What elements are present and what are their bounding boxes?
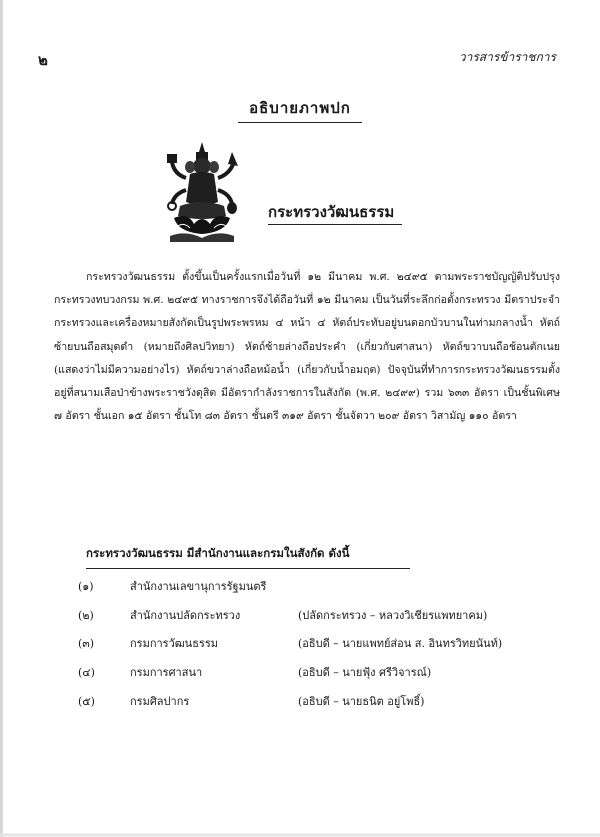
emblem-label: กระทรวงวัฒนธรรม <box>268 203 395 221</box>
department-number: (๑) <box>78 580 94 593</box>
body-paragraph: กระทรวงวัฒนธรรม ตั้งขึ้นเป็นครั้งแรกเมื่อวันที่ ๑๒ มีนาคม พ.ศ. ๒๔๙๕ ตามพระราชบัญญัติปรับปรุงกระทรวงทบวงกรม พ.ศ. ๒๔๙๕ ทางราชการจึงได้ถือวันที่ ๑๒ มีนาคม เป็นวันที่ระลึกก่อตั้งกระทรวง มีตราประจำกระทรวงและเครื่องหมายสังกัดเป็นรูปพระพรหม ๔ หน้า ๔ หัตถ์ประทับอยู่บนดอกบัวบานในท่ามกลางน้ำ หัตถ์ซ้ายบนถือสมุดดำ (หมายถึงศิลปวิทยา) หัตถ์ซ้ายล่างถือประคำ (เกี่ยวกับศาสนา) หัตถ์ขวาบนถือช้อนตักเนย (แสดงว่าไม่มีความอย่างไร) หัตถ์ขวาล่างถือหม้อน้ำ (เกี่ยวกับน้ำอมฤต) ปัจจุบันที่ทำการกระทรวงวัฒนธรรมตั้งอยู่ที่สนามเสือป่าข้างพระราชวังดุสิต มีอัตรากำลังราชการในสังกัด (พ.ศ. ๒๔๙๙) รวม ๖๓๓ อัตรา เป็นชั้นพิเศษ ๗ อัตรา ชั้นเอก ๑๕ อัตรา ชั้นโท ๘๓ อัตรา ชั้นตรี ๓๑๙ อัตรา ชั้นจัตวา ๒๐๙ อัตรา วิสามัญ ๑๑๐ อัตรา <box>54 271 560 423</box>
emblem-label-underline <box>268 224 402 225</box>
section-heading-underline <box>86 568 410 569</box>
department-number: (๓) <box>78 637 95 650</box>
caption-title-underline <box>238 122 362 123</box>
department-name: กรมการวัฒนธรรม <box>130 637 218 650</box>
department-name: กรมการศาสนา <box>130 666 203 679</box>
department-name: สำนักงานปลัดกระทรวง <box>130 609 241 622</box>
department-name: กรมศิลปากร <box>130 695 190 708</box>
page-number: ๒ <box>38 51 48 69</box>
department-number: (๕) <box>78 695 95 708</box>
section-heading: กระทรวงวัฒนธรรม มีสำนักงานและกรมในสังกัด ดังนี้ <box>86 546 350 560</box>
department-number: (๒) <box>78 609 94 622</box>
department-row <box>78 691 568 713</box>
department-head: (อธิบดี – นายแพทย์ส่อน ส. อินทรวิทยนันท์) <box>298 637 503 650</box>
department-row <box>78 662 568 684</box>
department-head: (อธิบดี – นายธนิต อยู่โพธิ์) <box>298 695 425 708</box>
department-row <box>78 605 568 627</box>
caption-title: อธิบายภาพปก <box>249 99 351 117</box>
department-row <box>78 576 568 598</box>
department-number: (๔) <box>78 666 95 679</box>
brahma-emblem-icon <box>164 140 240 244</box>
running-title: วารสารข้าราชการ <box>458 50 556 64</box>
department-head: (อธิบดี – นายฟุ้ง ศรีวิจารณ์) <box>298 666 432 679</box>
department-row <box>78 633 568 655</box>
department-head: (ปลัดกระทรวง – หลวงวิเชียรแพทยาคม) <box>298 609 488 622</box>
department-name: สำนักงานเลขานุการรัฐมนตรี <box>130 580 267 593</box>
body-paragraph-block <box>54 266 560 428</box>
